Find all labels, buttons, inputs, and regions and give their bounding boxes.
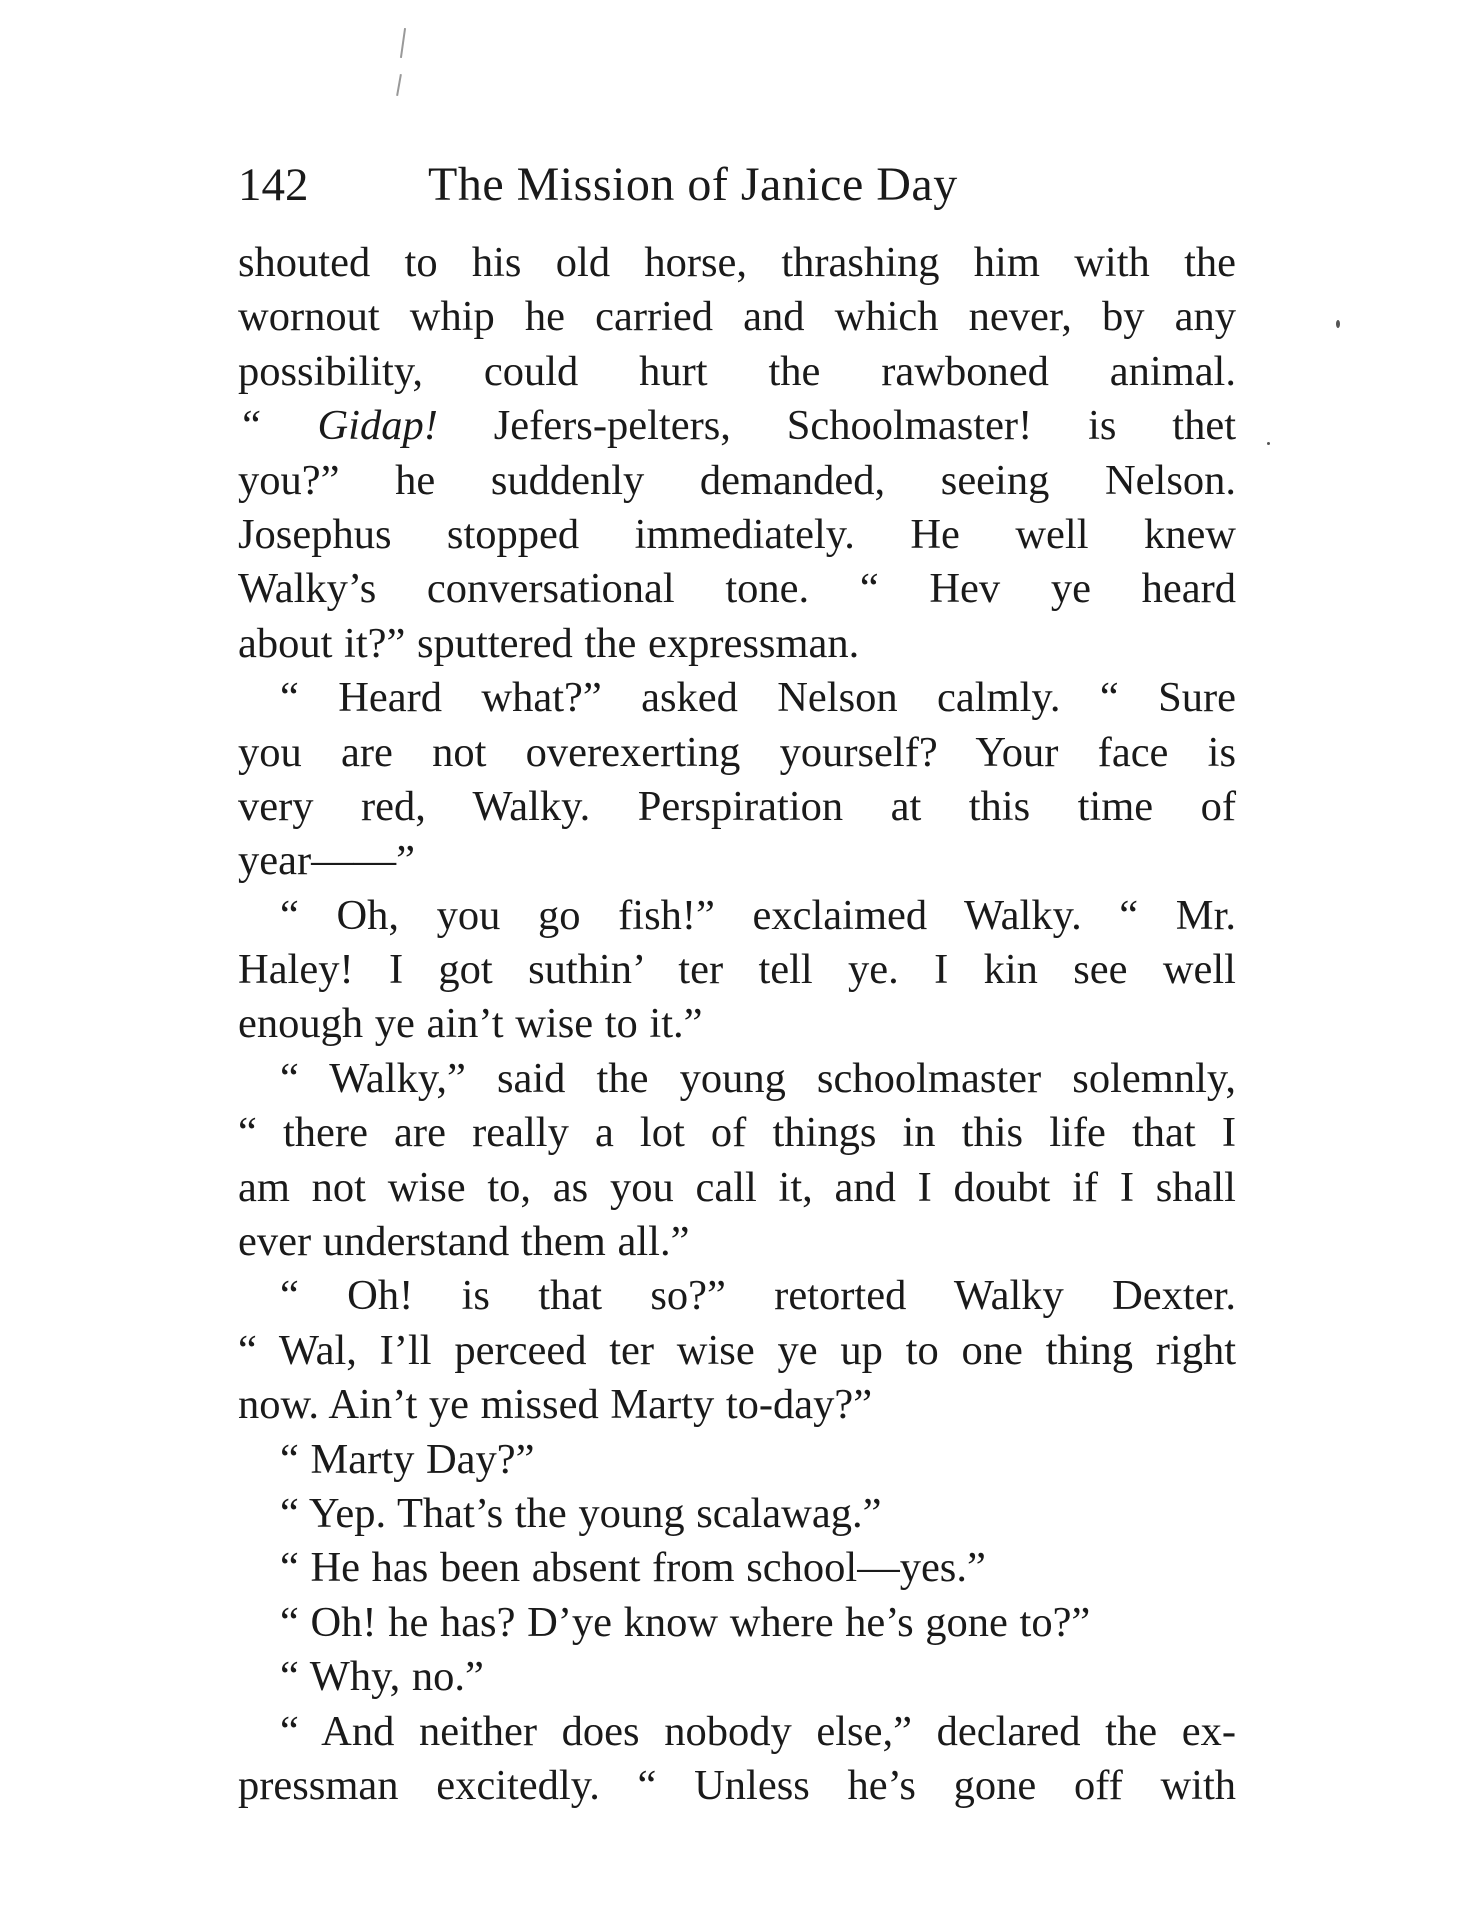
text-line xyxy=(238,1161,1236,1215)
line-text: am not wise to, as you call it, and I doubt if I shall xyxy=(238,1163,1236,1211)
scan-mark xyxy=(400,28,406,58)
text-line xyxy=(238,1650,1236,1704)
page-header xyxy=(238,150,1238,220)
text-line xyxy=(238,1759,1236,1813)
text-line xyxy=(238,1378,1236,1432)
line-text: “ there are really a lot of things in this life that I xyxy=(238,1109,1236,1157)
line-text: “ Oh! is that so?” retorted Walky Dexter. xyxy=(280,1272,1236,1320)
text-line xyxy=(238,1541,1236,1595)
line-text: “ Yep. That’s the young scalawag.” xyxy=(280,1489,882,1537)
text-line xyxy=(238,1324,1236,1378)
scan-mark xyxy=(396,74,402,96)
line-text: about it?” sputtered the expressman. xyxy=(238,619,860,667)
line-text: year——” xyxy=(238,837,415,885)
text-line xyxy=(238,399,1236,453)
text-line xyxy=(238,345,1236,399)
line-text: “ Walky,” said the young schoolmaster solemnly, xyxy=(280,1054,1236,1102)
line-text: “ Oh, you go fish!” exclaimed Walky. “ Mr. xyxy=(280,891,1236,939)
line-text: “ Oh! he has? D’ye know where he’s gone to?” xyxy=(280,1598,1091,1646)
text-line xyxy=(238,943,1236,997)
line-text: Josephus stopped immediately. He well knew xyxy=(238,510,1236,558)
text-line xyxy=(238,1052,1236,1106)
line-text: “ Wal, I’ll perceed ter wise ye up to one thing right xyxy=(238,1326,1236,1374)
line-text: wornout whip he carried and which never, by any xyxy=(238,293,1236,341)
line-text: you?” he suddenly demanded, seeing Nelson. xyxy=(238,456,1236,504)
text-line xyxy=(238,671,1236,725)
line-text: “ Heard what?” asked Nelson calmly. “ Sure xyxy=(280,674,1236,722)
text-line xyxy=(238,889,1236,943)
line-text: Haley! I got suthin’ ter tell ye. I kin see well xyxy=(238,946,1236,994)
line-text: very red, Walky. Perspiration at this time of xyxy=(238,782,1236,830)
running-head: The Mission of Janice Day xyxy=(428,158,958,211)
text-line xyxy=(238,726,1236,780)
page-number: 142 xyxy=(238,159,309,211)
scan-speck xyxy=(1267,442,1270,445)
line-text: shouted to his old horse, thrashing him with the xyxy=(238,239,1236,286)
text-line xyxy=(238,290,1236,344)
line-text: now. Ain’t ye missed Marty to-day?” xyxy=(238,1381,873,1429)
text-line xyxy=(238,236,1236,290)
text-line xyxy=(238,1705,1236,1759)
line-text: Walky’s conversational tone. “ Hev ye heard xyxy=(238,565,1236,613)
italic-text: “ Gidap! xyxy=(238,402,438,450)
text-line xyxy=(238,1215,1236,1269)
text-line xyxy=(238,617,1236,671)
text-line xyxy=(238,1106,1236,1160)
text-line xyxy=(238,1433,1236,1487)
line-text: enough ye ain’t wise to it.” xyxy=(238,1000,703,1048)
text-line xyxy=(238,454,1236,508)
body-text xyxy=(238,236,1236,1813)
text-line xyxy=(238,997,1236,1051)
line-text: pressman excitedly. “ Unless he’s gone off with xyxy=(238,1761,1236,1809)
text-line xyxy=(238,508,1236,562)
scan-speck xyxy=(1336,320,1340,328)
text-line xyxy=(238,780,1236,834)
line-text: ever understand them all.” xyxy=(238,1218,690,1266)
line-text: “ Why, no.” xyxy=(280,1653,484,1701)
text-line xyxy=(238,1596,1236,1650)
text-line xyxy=(238,1269,1236,1323)
text-line xyxy=(238,1487,1236,1541)
line-text: “ Marty Day?” xyxy=(280,1435,535,1483)
text-line xyxy=(238,562,1236,616)
line-text: “ And neither does nobody else,” declared the ex- xyxy=(280,1707,1236,1755)
line-text: you are not overexerting yourself? Your face is xyxy=(238,728,1236,776)
line-text: possibility, could hurt the rawboned animal. xyxy=(238,347,1236,395)
line-text: Jefers-pelters, Schoolmaster! is thet xyxy=(437,402,1236,450)
line-text: “ He has been absent from school—yes.” xyxy=(280,1544,986,1592)
text-line xyxy=(238,834,1236,888)
